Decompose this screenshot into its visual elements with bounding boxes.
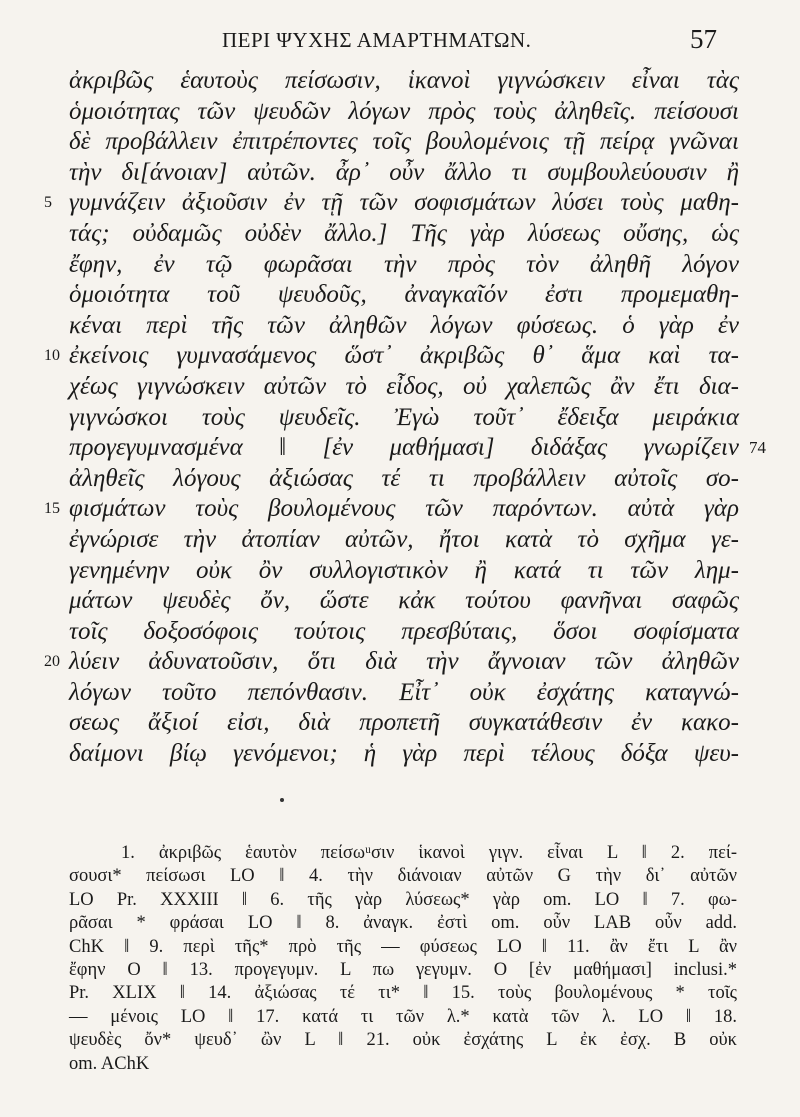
- text-line: δαίμονι βίῳ γενόμενοι; ἡ γὰρ περὶ τέλους δόξα ψευ-: [69, 740, 739, 768]
- text-line: 15 φισμάτων τοὺς βουλομένους τῶν παρόντων. αὐτὰ γὰρ: [69, 494, 739, 525]
- text-line: ἔφην, ἐν τῷ φωρᾶσαι τὴν πρὸς τὸν ἀληθῆ λόγον: [69, 250, 739, 278]
- critical-apparatus: [69, 842, 737, 1076]
- page-number: 57: [690, 24, 717, 54]
- line-number: 20: [44, 653, 60, 671]
- text-line: ἀληθεῖς λόγους ἀξιώσας τέ τι προβάλλειν αὐτοῖς σο-: [69, 464, 739, 492]
- apparatus-line: LO Pr. XXXIII ‖ 6. τῆς γὰρ λύσεως* γὰρ om. LO ‖ 7. φω-: [69, 889, 737, 910]
- apparatus-line: ρᾶσαι * φράσαι LO ‖ 8. ἀναγκ. ἐστὶ om. οὖν LAB οὖν add.: [69, 913, 737, 934]
- text-line: 10 ἐκείνοις γυμνασάμενος ὥστ᾽ ἀκριβῶς θ᾽ ἅμα καὶ τα-: [69, 341, 739, 372]
- text-line: χέως γιγνώσκειν αὐτῶν τὸ εἶδος, οὐ χαλεπῶς ἂν ἔτι δια-: [69, 372, 739, 400]
- text-line: τὴν δι[άνοιαν] αὐτῶν. ἆρ᾽ οὖν ἄλλο τι συμβουλεύουσιν ἢ: [69, 158, 739, 186]
- text-line: ἐγνώρισε τὴν ἀτοπίαν αὐτῶν, ἤτοι κατὰ τὸ σχῆμα γε-: [69, 525, 739, 553]
- apparatus-line: 1. ἀκριβῶς ἑαυτὸν πείσωᵘσιν ἱκανοὶ γιγν. εἶναι L ‖ 2. πεί-: [121, 843, 737, 863]
- text-line: σεως ἄξιοί εἰσι, διὰ προπετῆ συγκατάθεσιν ἐν κακο-: [69, 709, 739, 737]
- text-line: ὁμοιότητας τῶν ψευδῶν λόγων πρὸς τοὺς ἀληθεῖς. πείσουσι: [69, 97, 739, 125]
- text-line: ὁμοιότητα τοῦ ψευδοῦς, ἀναγκαῖόν ἐστι προμεμαθη-: [69, 281, 739, 309]
- text-line: προγεγυμνασμένα ‖ [ἐν μαθήμασι] διδάξας γνωρίζειν 74: [69, 433, 739, 464]
- line-number: 10: [44, 347, 60, 365]
- apparatus-line: ChK ‖ 9. περὶ τῆς* πρὸ τῆς — φύσεως LO ‖ 11. ἂν ἔτι L ἂν: [69, 936, 737, 957]
- line-number: 5: [44, 194, 52, 212]
- text-line: ἀκριβῶς ἑαυτοὺς πείσωσιν, ἱκανοὶ γιγνώσκειν εἶναι τὰς: [69, 67, 739, 94]
- running-head: [0, 22, 800, 56]
- text-line: μάτων ψευδὲς ὄν, ὥστε κἀκ τούτου φανῆναι σαφῶς: [69, 587, 739, 615]
- text-line: 5 γυμνάζειν ἀξιοῦσιν ἐν τῇ τῶν σοφισμάτων λύσει τοὺς μαθη-: [69, 188, 739, 219]
- apparatus-line: ἔφην O ‖ 13. προγεγυμν. L πω γεγυμν. O [ἐν μαθήμασι] inclusi.*: [69, 959, 737, 980]
- text-line: τάς; οὐδαμῶς οὐδὲν ἄλλο.] Τῆς γὰρ λύσεως οὔσης, ὡς: [69, 219, 739, 247]
- apparatus-line: Pr. XLIX ‖ 14. ἀξιώσας τέ τι* ‖ 15. τοὺς βουλομένους * τοῖς: [69, 983, 737, 1004]
- text-line: 20 λύειν ἀδυνατοῦσιν, ὅτι διὰ τὴν ἄγνοιαν τῶν ἀληθῶν: [69, 647, 739, 678]
- apparatus-line: — μένοις LO ‖ 17. κατά τι τῶν λ.* κατὰ τῶν λ. LO ‖ 18.: [69, 1006, 737, 1027]
- running-title: ΠΕΡΙ ΨΥΧΗΣ ΑΜΑΡΤΗΜΑΤΩΝ.: [222, 28, 532, 52]
- main-text: [44, 66, 766, 770]
- margin-reference: 74: [749, 438, 766, 458]
- apparatus-line: ψευδὲς ὄν* ψευδ᾽ ὢν L ‖ 21. οὐκ ἐσχάτης L ἐκ ἐσχ. B οὐκ: [69, 1030, 737, 1051]
- apparatus-line: σουσι* πείσωσι LO ‖ 4. τὴν διάνοιαν αὐτῶν G τὴν δι᾽ αὐτῶν: [69, 866, 737, 887]
- text-line: τοῖς δοξοσόφοις τούτοις πρεσβύταις, ὅσοι σοφίσματα: [69, 617, 739, 645]
- text-line: δὲ προβάλλειν ἐπιτρέποντες τοῖς βουλομένοις τῇ πείρᾳ γνῶναι: [69, 128, 739, 156]
- section-dot: [280, 798, 284, 802]
- text-line: λόγων τοῦτο πεπόνθασιν. Εἶτ᾽ οὐκ ἐσχάτης καταγνώ-: [69, 678, 739, 706]
- text-line: γενημένην οὐκ ὂν συλλογιστικὸν ἢ κατά τι τῶν λημ-: [69, 556, 739, 584]
- text-line: γιγνώσκοι τοὺς ψευδεῖς. Ἐγὼ τοῦτ᾽ ἔδειξα μειράκια: [69, 403, 739, 431]
- text-line: κέναι περὶ τῆς τῶν ἀληθῶν λόγων φύσεως. ὁ γὰρ ἐν: [69, 311, 739, 339]
- line-number: 15: [44, 500, 60, 518]
- apparatus-line: om. AChK: [69, 1053, 150, 1074]
